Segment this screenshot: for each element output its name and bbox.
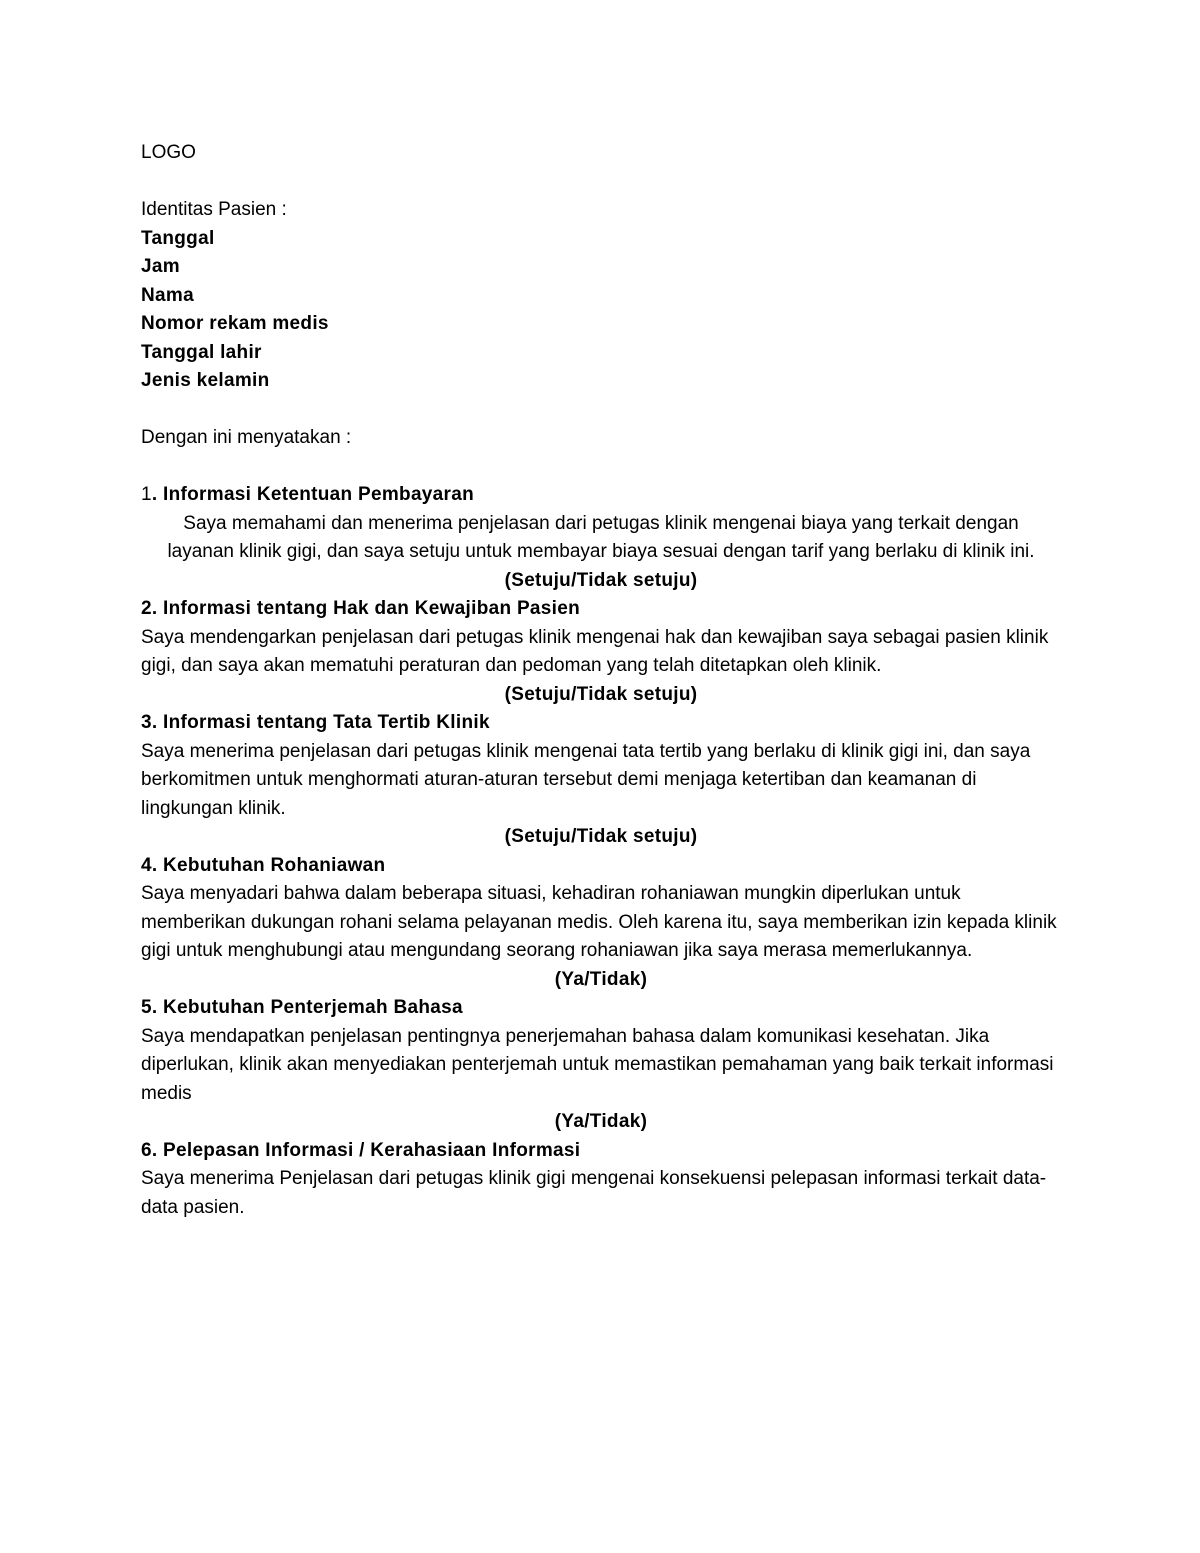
section-6-title: 6. Pelepasan Informasi / Kerahasiaan Informasi — [141, 1139, 581, 1161]
logo-placeholder: LOGO — [141, 142, 196, 163]
section-1-choice: (Setuju/Tidak setuju) — [504, 569, 698, 591]
identity-field-nama: Nama — [141, 284, 194, 306]
section-4-title: 4. Kebutuhan Rohaniawan — [141, 854, 386, 876]
section-3-body: Saya menerima penjelasan dari petugas klinik mengenai tata tertib yang berlaku di klinik gigi ini, dan saya berkomitmen untuk menghormati aturan-aturan tersebut demi menjaga ketertiban dan keamanan di lingkungan klinik. — [141, 740, 1031, 819]
identity-field-jam: Jam — [141, 256, 180, 277]
section-4-choice: (Ya/Tidak) — [554, 968, 648, 990]
section-4-body: Saya menyadari bahwa dalam beberapa situasi, kehadiran rohaniawan mungkin diperlukan untuk memberikan dukungan rohani selama pelayanan medis. Oleh karena itu, saya memberikan izin kepada klinik gigi untuk menghubungi atau mengundang seorang rohaniawan jika saya merasa memerlukannya. — [141, 883, 1057, 961]
intro-statement: Dengan ini menyatakan : — [141, 427, 352, 448]
section-1-body: Saya memahami dan menerima penjelasan dari petugas klinik mengenai biaya yang terkait dengan layanan klinik gigi, dan saya setuju untuk membayar biaya sesuai dengan tarif yang berlaku di klinik ini. — [167, 512, 1035, 562]
spacer — [141, 168, 1061, 197]
section-3-title: 3. Informasi tentang Tata Tertib Klinik — [141, 712, 490, 733]
consent-form-page — [141, 139, 1061, 1222]
section-5-title: 5. Kebutuhan Penterjemah Bahasa — [141, 997, 463, 1018]
identity-field-jenis-kelamin: Jenis kelamin — [141, 370, 270, 391]
section-2-title: 2. Informasi tentang Hak dan Kewajiban Pasien — [141, 598, 581, 619]
section-5-body: Saya mendapatkan penjelasan pentingnya penerjemahan bahasa dalam komunikasi kesehatan. Jika diperlukan, klinik akan menyediakan penterjemah untuk memastikan pemahaman yang baik terkait informasi medis — [141, 1025, 1054, 1104]
identity-title: Identitas Pasien : — [141, 199, 287, 220]
section-1-title: . Informasi Ketentuan Pembayaran — [151, 484, 475, 505]
identity-field-tanggal-lahir: Tanggal lahir — [141, 341, 262, 363]
section-1-number: 1 — [141, 484, 152, 505]
section-5-choice: (Ya/Tidak) — [554, 1111, 648, 1132]
section-2-choice: (Setuju/Tidak setuju) — [504, 683, 698, 705]
section-6-body: Saya menerima Penjelasan dari petugas klinik gigi mengenai konsekuensi pelepasan informasi terkait data-data pasien. — [141, 1168, 1047, 1218]
spacer — [141, 396, 1061, 425]
identity-field-tanggal: Tanggal — [141, 227, 215, 249]
section-1-heading — [141, 481, 1061, 510]
spacer — [141, 453, 1061, 482]
section-2-body: Saya mendengarkan penjelasan dari petugas klinik mengenai hak dan kewajiban saya sebagai pasien klinik gigi, dan saya akan mematuhi peraturan dan pedoman yang telah ditetapkan oleh klinik. — [141, 626, 1049, 676]
section-3-choice: (Setuju/Tidak setuju) — [504, 826, 698, 847]
identity-field-nomor-rekam-medis: Nomor rekam medis — [141, 313, 329, 334]
